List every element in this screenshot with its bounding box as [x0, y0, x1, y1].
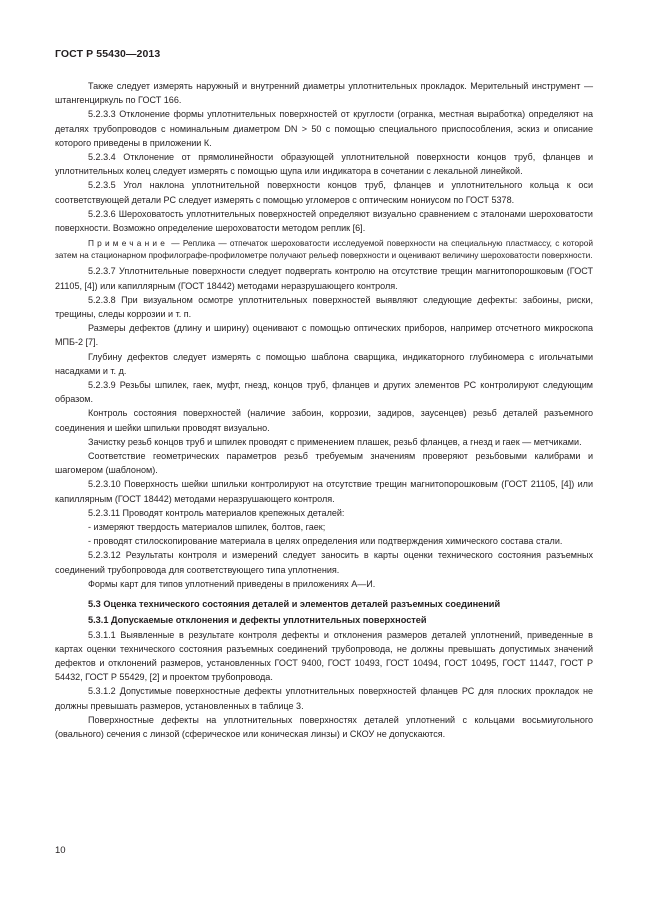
paragraph: 5.2.3.7 Уплотнительные поверхности следует подвергать контролю на отсутствие трещин магнитопорошковым (ГОСТ 21105, [4]) или капиллярным (ГОСТ 18442) методами неразрушающего контроля.	[55, 266, 593, 291]
page-number: 10	[55, 845, 66, 856]
paragraph: 5.2.3.11 Проводят контроль материалов крепежных деталей:	[88, 507, 345, 518]
section-heading-5-3-1: 5.3.1 Допускаемые отклонения и дефекты уплотнительных поверхностей	[88, 615, 427, 626]
paragraph: 5.2.3.8 При визуальном осмотре уплотнительных поверхностей выявляют следующие дефекты: забоины, риски, трещины, следы коррозии и т. п.	[55, 294, 593, 320]
paragraph: Зачистку резьб концов труб и шпилек проводят с применением плашек, резьб фланцев, а гнезд и гаек — метчиками.	[88, 436, 582, 447]
note-text: — Реплика — отпечаток шероховатости исследуемой поверхности на специальную пластмассу, с которой затем на стационарном профилографе-профилометре получают рельеф поверхности и оценивают величину шероховатости поверхности.	[55, 238, 593, 260]
paragraph: 5.2.3.5 Угол наклона уплотнительной поверхности концов труб, фланцев и уплотнительного кольца к оси соответствующей детали РС следует измерять с помощью угломеров с оптическим нониусом по ГОСТ 5378.	[55, 180, 593, 205]
paragraph: 5.2.3.10 Поверхность шейки шпильки контролируют на отсутствие трещин магнитопорошковым (ГОСТ 21105, [4]) или капиллярным (ГОСТ 18442) методами неразрушающего контроля.	[55, 479, 593, 504]
document-body	[55, 79, 593, 741]
paragraph: Контроль состояния поверхностей (наличие забоин, коррозии, задиров, заусенцев) резьб деталей разъемного соединения и шейки шпильки проводят визуально.	[55, 408, 593, 433]
paragraph: 5.2.3.6 Шероховатость уплотнительных поверхностей определяют визуально сравнением с эталонами шероховатости поверхности. Возможно определение шероховатости методом реплик [6].	[55, 208, 593, 234]
paragraph: Поверхностные дефекты на уплотнительных поверхностях деталей уплотнений с кольцами восьмиугольного (овального) сечения с линзой (сферическое или коническая линзы) и СКОУ не допускаются.	[55, 714, 593, 739]
paragraph: Размеры дефектов (длину и ширину) оценивают с помощью оптических приборов, например отсчетного микроскопа МПБ-2 [7].	[55, 323, 593, 348]
paragraph: Соответствие геометрических параметров резьб требуемым значениям проверяют резьбовыми калибрами и шагомером (шаблоном).	[55, 451, 593, 476]
note-label: Примечание	[88, 238, 169, 249]
paragraph: 5.3.1.1 Выявленные в результате контроля дефекты и отклонения размеров деталей уплотнений, приведенные в картах оценки технического состояния разъемных соединений трубопровода, не должны превышать допустимых значений дефектов и отклонений размеров, установленных ГОСТ 9400, ГОСТ 10493, ГОСТ 10494, ГОСТ 10495, ГОСТ 11447, ГОСТ Р 54432, ГОСТ Р 55429, [2] и проектом трубопровода.	[55, 629, 593, 683]
paragraph: Формы карт для типов уплотнений приведены в приложениях А—И.	[88, 578, 376, 589]
paragraph: 5.2.3.4 Отклонение от прямолинейности образующей уплотнительной поверхности концов труб, фланцев и уплотнительных колец следует измерять с помощью щупа или индикатора в сочетании с лекальной линейкой.	[55, 152, 593, 177]
note-paragraph	[55, 238, 593, 261]
paragraph: 5.2.3.3 Отклонение формы уплотнительных поверхностей от круглости (огранка, местная выработка) определяют на деталях трубопроводов с номинальным диаметром DN > 50 с помощью специального приспособления, эскиз и описание которого приведены в приложении К.	[55, 109, 593, 148]
document-header: ГОСТ Р 55430—2013	[55, 48, 161, 60]
paragraph: 5.2.3.12 Результаты контроля и измерений следует заносить в карты оценки технического состояния разъемных соединений трубопровода для соответствующего типа уплотнения.	[55, 550, 593, 575]
section-heading-5-3: 5.3 Оценка технического состояния деталей и элементов деталей разъемных соединений	[88, 599, 501, 610]
paragraph: Глубину дефектов следует измерять с помощью шаблона сварщика, индикаторного глубиномера с игольчатыми насадками и т. д.	[55, 351, 593, 376]
list-item: - измеряют твердость материалов шпилек, болтов, гаек;	[88, 522, 326, 533]
paragraph: Также следует измерять наружный и внутренний диаметры уплотнительных прокладок. Мерительный инструмент — штангенциркуль по ГОСТ 166.	[55, 81, 593, 106]
paragraph: 5.2.3.9 Резьбы шпилек, гаек, муфт, гнезд, концов труб, фланцев и других элементов РС контролируют следующим образом.	[55, 380, 593, 405]
list-item: - проводят стилоскопирование материала в целях определения или подтверждения химического состава стали.	[88, 536, 563, 547]
paragraph: 5.3.1.2 Допустимые поверхностные дефекты уплотнительных поверхностей фланцев РС для плоских прокладок не должны превышать размеров, установленных в таблице 3.	[55, 686, 593, 711]
